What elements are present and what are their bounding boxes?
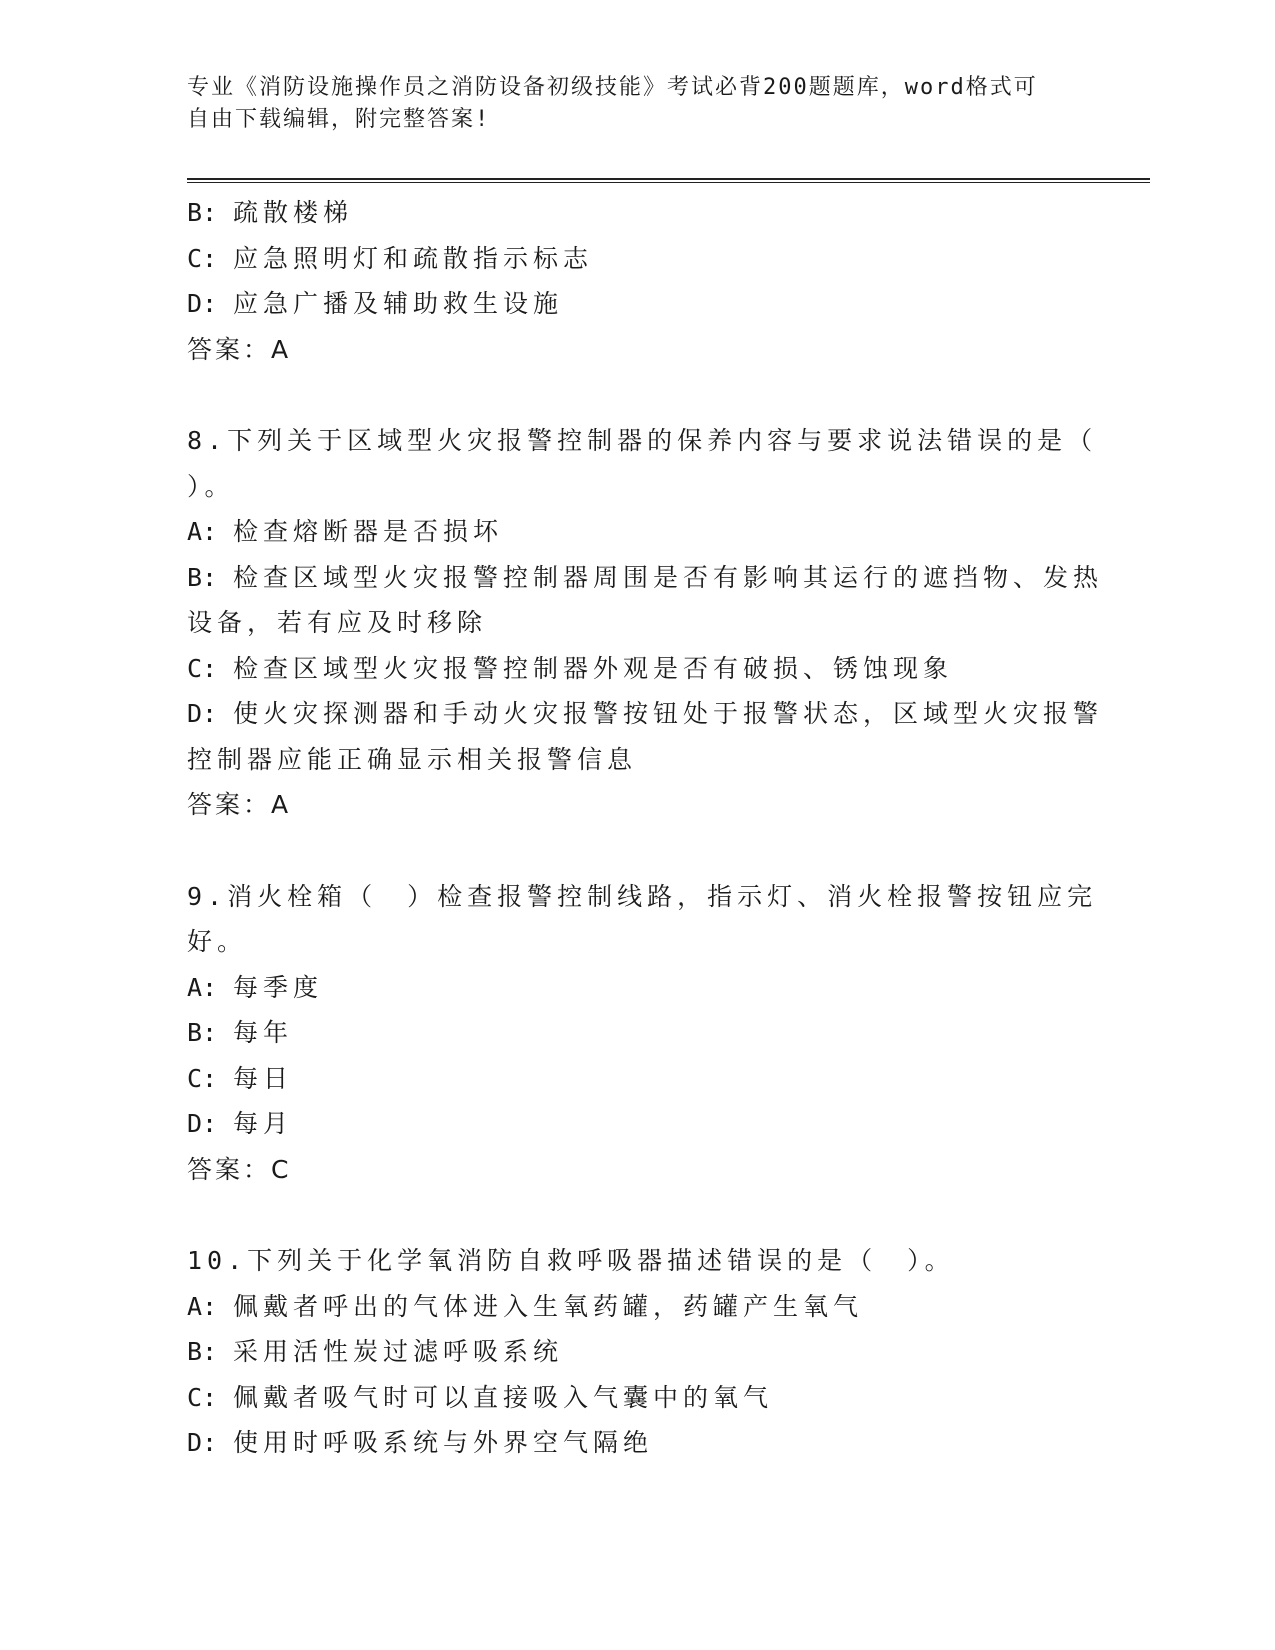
- option-b: [187, 190, 1067, 236]
- document-header: [187, 72, 1067, 136]
- option-text: 疏散楼梯: [233, 198, 354, 227]
- option-label: A:: [187, 517, 218, 546]
- option-c: [187, 1056, 1067, 1102]
- option-d: [187, 1101, 1067, 1147]
- option-label: C:: [187, 653, 218, 683]
- option-label: D:: [187, 1109, 218, 1138]
- question-stem: 10.下列关于化学氧消防自救呼吸器描述错误的是（ ）。: [187, 1246, 955, 1275]
- option-label: A:: [187, 1291, 218, 1321]
- spacer: [187, 1192, 1067, 1238]
- option-d: [187, 1420, 1067, 1466]
- option-text: 采用活性炭过滤呼吸系统: [233, 1337, 564, 1366]
- option-label: B:: [187, 198, 218, 227]
- option-label: B:: [187, 1337, 218, 1366]
- option-c: [187, 1375, 1067, 1421]
- option-text: 检查区域型火灾报警控制器外观是否有破损、锈蚀现象: [233, 653, 954, 683]
- header-line-2: 自由下载编辑，附完整答案!: [187, 107, 491, 132]
- option-d-cont: 控制器应能正确显示相关报警信息: [187, 744, 638, 774]
- option-b: [187, 1329, 1067, 1375]
- option-c: [187, 646, 1067, 692]
- question-stem: 9.消火栓箱（ ）检查报警控制线路，指示灯、消火栓报警按钮应完: [187, 881, 1098, 911]
- question-stem-cont: ）。: [187, 471, 235, 501]
- option-label: D:: [187, 699, 218, 728]
- option-a: [187, 1284, 1067, 1330]
- option-text: 检查区域型火灾报警控制器周围是否有影响其运行的遮挡物、发热: [233, 562, 1104, 592]
- question-10: [187, 1238, 1067, 1466]
- option-label: C:: [187, 1382, 218, 1412]
- option-a: [187, 509, 1067, 555]
- option-label: B:: [187, 562, 218, 592]
- question-7-tail: [187, 190, 1067, 372]
- spacer: [187, 828, 1067, 874]
- option-label: B:: [187, 1018, 218, 1047]
- option-text: 每季度: [233, 972, 324, 1002]
- header-line-1: 专业《消防设施操作员之消防设备初级技能》考试必背200题题库，word格式可: [187, 75, 1038, 100]
- option-text: 应急广播及辅助救生设施: [233, 289, 564, 318]
- answer-line: 答案：C: [187, 1154, 292, 1184]
- option-b: [187, 555, 1104, 601]
- option-d: [187, 281, 1067, 327]
- option-text: 使用时呼吸系统与外界空气隔绝: [233, 1428, 654, 1457]
- option-c: [187, 236, 1067, 282]
- header-divider-thin: [187, 182, 1150, 183]
- answer-line: 答案：A: [187, 334, 292, 364]
- option-label: A:: [187, 972, 218, 1002]
- option-text: 使火灾探测器和手动火灾报警按钮处于报警状态，区域型火灾报警: [233, 699, 1104, 728]
- option-b: [187, 1010, 1067, 1056]
- option-label: C:: [187, 1063, 218, 1093]
- option-label: C:: [187, 243, 218, 273]
- option-label: D:: [187, 289, 218, 318]
- answer-line: 答案：A: [187, 790, 292, 819]
- option-text: 检查熔断器是否损坏: [233, 517, 504, 546]
- option-b-cont: 设备，若有应及时移除: [187, 608, 488, 637]
- question-9: [187, 874, 1098, 1193]
- option-text: 每月: [233, 1109, 294, 1138]
- option-text: 每年: [233, 1018, 294, 1047]
- question-stem: 8.下列关于区域型火灾报警控制器的保养内容与要求说法错误的是（: [187, 426, 1098, 455]
- option-label: D:: [187, 1428, 218, 1457]
- header-divider-thick: [187, 178, 1150, 180]
- question-stem-cont: 好。: [187, 927, 248, 956]
- option-text: 每日: [233, 1063, 294, 1093]
- question-8: [187, 418, 1104, 828]
- option-d: [187, 691, 1104, 737]
- option-a: [187, 965, 1067, 1011]
- question-list: [187, 190, 1104, 1466]
- option-text: 佩戴者呼出的气体进入生氧药罐，药罐产生氧气: [233, 1291, 864, 1321]
- spacer: [187, 372, 1067, 418]
- option-text: 应急照明灯和疏散指示标志: [233, 243, 594, 273]
- option-text: 佩戴者吸气时可以直接吸入气囊中的氧气: [233, 1382, 774, 1412]
